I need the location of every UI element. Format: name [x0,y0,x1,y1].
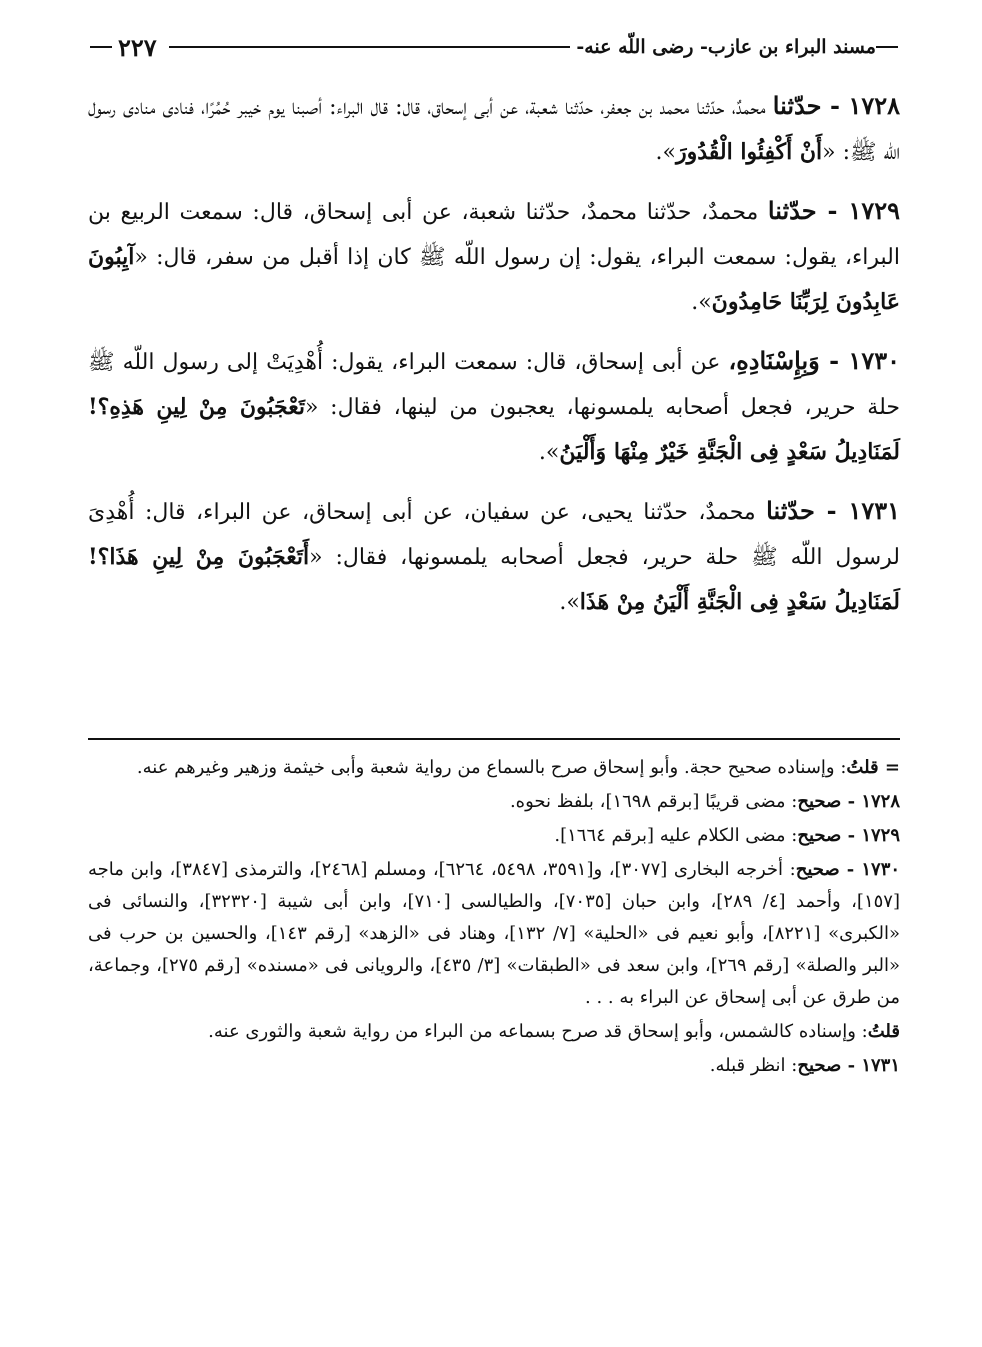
hadith-tail: ». [691,290,712,315]
footnote-text: : وإسناده كالشمس، وأبو إسحاق قد صرح بسماعه من البراء من رواية شعبة والثورى عنه. [208,1021,868,1042]
footnote-text: : مضى الكلام عليه [برقم ١٦٦٤]. [554,825,798,846]
footnote-text: : انظر قبله. [709,1055,798,1076]
footnote-label: ١٧٢٨ - صحيح [797,791,900,812]
main-text [88,84,900,639]
header-dash [90,46,112,48]
hadith-quote: تَعْجَبُونَ مِنْ لِينِ هَذِهِ؟! لَمَنَادِيلُ سَعْدٍ فِى الْجَنَّةِ خَيْرٌ مِنْهَا وَأَلْيَنُ [88,394,900,465]
hadith-number: ١٧٣٠ - وَبِإِسْنَادِهِ، [728,346,900,375]
footnote-1729 [88,820,900,852]
footnote-text: : وإسناده صحيح حجة. وأبو إسحاق صرح بالسماع من رواية شعبة وأبى خيثمة وزهير وغيرهم عنه. [136,757,847,778]
hadith-1731 [88,489,900,625]
hadith-tail: ». [655,140,676,165]
hadith-tail: ». [559,590,580,615]
hadith-1728 [88,84,900,175]
footnote-text: : مضى قريبًا [برقم ١٦٩٨]، بلفظ نحوه. [509,791,798,812]
footnote-label: ١٧٢٩ - صحيح [797,825,900,846]
header-title: مسند البراء بن عازب- رضى اللّه عنه- [576,36,876,58]
hadith-quote: آيِبُونَ عَابِدُونَ لِرَبِّنَا حَامِدُونَ [88,244,900,315]
hadith-quote: أَتَعْجَبُونَ مِنْ لِينِ هَذَا؟! لَمَنَادِيلُ سَعْدٍ فِى الْجَنَّةِ أَلْيَنُ مِنْ هَذَا [88,544,900,615]
page-number: ٢٢٧ [118,32,157,62]
running-header [90,30,898,64]
footnote-label: قلتُ [867,1021,900,1042]
hadith-tail: ». [538,440,560,465]
hadith-text: محمدٌ، حدّثنا يحيى، عن سفيان، عن أبى إسحاق، عن البراء، قال: أُهْدِىَ لرسول اللّه ﷺ حلة حرير، فجعل أصحابه يلمسونها، فقال: « [88,500,901,570]
hadith-number: ١٧٣١ - حدّثنا [766,496,900,525]
hadith-text: عن أبى إسحاق، قال: سمعت البراء، يقول: أُهْدِيَتْ إلى رسول اللّه ﷺ حلة حرير، فجعل أصحابه يلمسونها، يعجبون من لينها، فقال: « [88,350,900,420]
footnote-separator [88,738,900,740]
footnote-qult-2 [88,1016,900,1048]
footnote-text: : أخرجه البخارى [٣٠٧٧]، و[٣٥٩١، ٥٤٩٨، ٦٢٦٤]، ومسلم [٢٤٦٨]، والترمذى [٣٨٤٧]، وابن ماجه [١٥٧]، وأحمد [٤/ ٢٨٩]، وابن حبان [٧٠٣٥]، والطيالسى [٧١٠]، وابن أبى شيبة [٣٢٣٢٠]، والنسائى فى «الكبرى» [٨٢٢١]، وأبو نعيم فى «الحلية» [٧/ ١٣٢]، وهناد فى «الزهد» [رقم ١٤٣]، والحسين بن حرب فى «البر والصلة» [رقم ٢٦٩]، وابن سعد فى «الطبقات» [٣/ ٤٣٥]، والرويانى فى «مسنده» [رقم ٢٧٥]، وجماعة، من طرق عن أبى إسحاق عن البراء به . . . [88,859,900,1008]
header-dash-right [876,46,898,48]
footnote-1731 [88,1050,900,1082]
footnote-label: ١٧٣١ - صحيح [797,1055,900,1076]
footnote-1730 [88,854,900,1014]
footnote-label: = قلتُ [846,757,900,778]
hadith-text: محمدٌ، حدّثنا محمد بن جعفر، حدّثنا شعبة، عن أبى إسحاق، قال: قال البراء: أصبنا يوم خيبر حُمُرًا، فنادى منادى رسول اللّه ﷺ: « [88,95,900,165]
footnotes [88,752,900,1084]
hadith-quote: أَنْ أَكْفِئُوا الْقُدُورَ [675,139,823,165]
hadith-text: محمدٌ، حدّثنا محمدٌ، حدّثنا شعبة، عن أبى إسحاق، قال: سمعت الربيع بن البراء، يقول: سمعت البراء، يقول: إن رسول اللّه ﷺ كان إذا أقبل من سفر، قال: « [88,200,900,270]
hadith-1730 [88,339,900,475]
footnote-qult-1 [88,752,900,784]
hadith-1729 [88,189,900,325]
footnote-label: ١٧٣٠ - صحيح [795,859,901,880]
footnote-1728 [88,786,900,818]
header-rule [169,46,571,48]
hadith-number: ١٧٢٨ - حدّثنا [772,91,900,120]
hadith-number: ١٧٢٩ - حدّثنا [767,196,900,225]
